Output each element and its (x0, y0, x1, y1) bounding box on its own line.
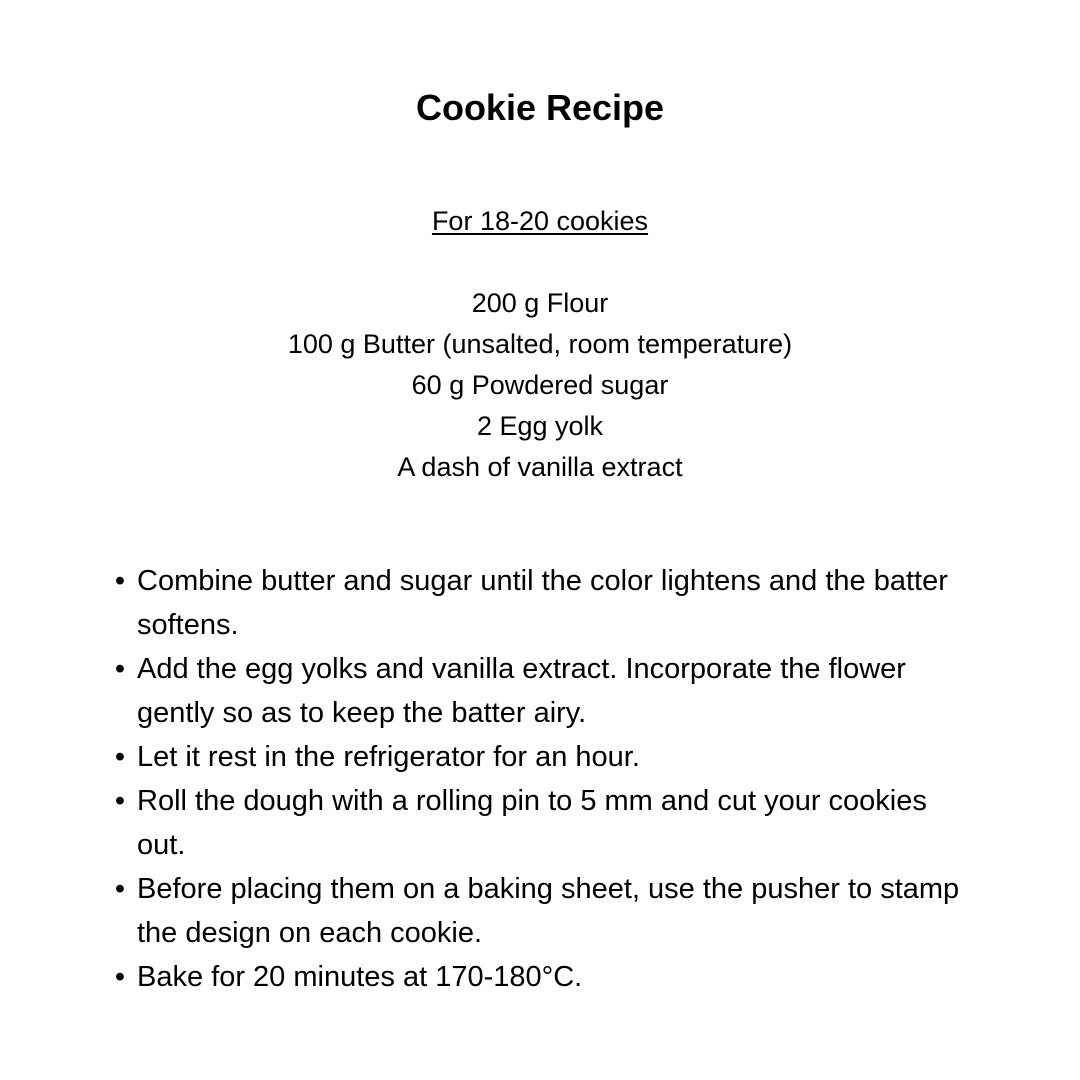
bullet-icon: • (114, 961, 126, 993)
bullet-icon: • (114, 565, 126, 597)
ingredient-item: 2 Egg yolk (476, 411, 604, 441)
instruction-step (114, 867, 967, 955)
bullet-icon: • (114, 873, 126, 905)
ingredient-item: 100 g Butter (unsalted, room temperature) (287, 329, 793, 359)
yield-heading: For 18-20 cookies (431, 206, 649, 236)
ingredient-item: A dash of vanilla extract (397, 452, 683, 482)
ingredient-list (0, 283, 1080, 488)
instruction-text: Before placing them on a baking sheet, use the pusher to stamp the design on each cookie. (137, 873, 960, 949)
instruction-step (114, 735, 967, 779)
instruction-step (114, 647, 967, 735)
bullet-icon: • (114, 785, 126, 817)
page-title: Cookie Recipe (415, 87, 665, 128)
ingredient-item: 200 g Flour (471, 288, 609, 318)
instruction-text: Let it rest in the refrigerator for an hour. (137, 741, 640, 773)
instruction-list (114, 559, 967, 999)
bullet-icon: • (114, 653, 126, 685)
instruction-text: Combine butter and sugar until the color lightens and the batter softens. (137, 565, 948, 641)
bullet-icon: • (114, 741, 126, 773)
instruction-text: Add the egg yolks and vanilla extract. Incorporate the flower gently so as to keep the batter airy. (137, 653, 906, 729)
instruction-step (114, 559, 967, 647)
instruction-step (114, 955, 967, 999)
instruction-step (114, 779, 967, 867)
ingredient-item: 60 g Powdered sugar (411, 370, 669, 400)
instruction-text: Roll the dough with a rolling pin to 5 mm and cut your cookies out. (137, 785, 927, 861)
instruction-text: Bake for 20 minutes at 170-180°C. (137, 961, 583, 993)
